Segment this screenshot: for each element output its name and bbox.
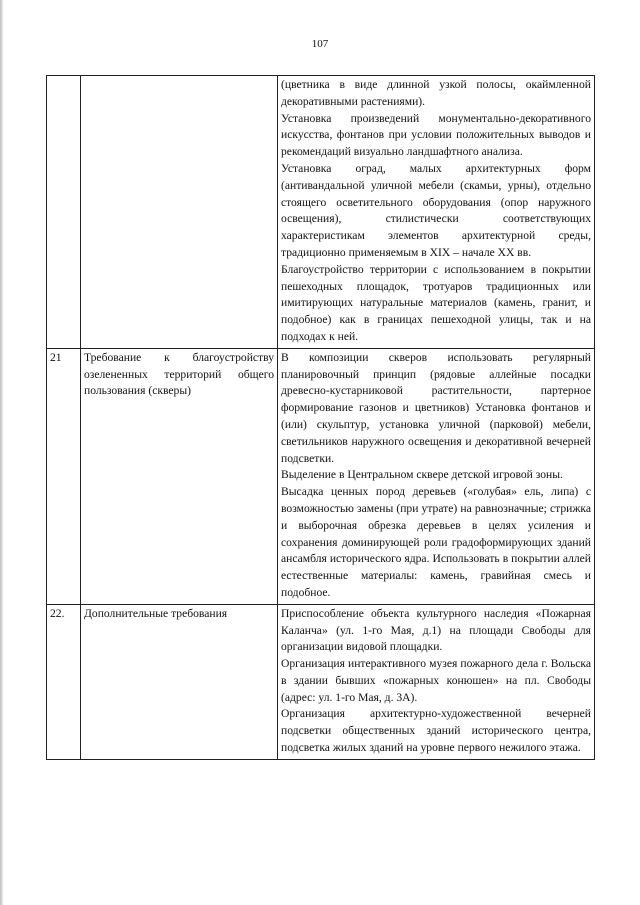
table-row: [47, 604, 595, 759]
table-row: [47, 348, 595, 604]
description-paragraph: Высадка ценных пород деревьев («голубая» ель, липа) с возможностью замены (при утрате) на равнозначные; стрижка и выборочная обрезка деревьев в целях усиления и сохранения доминирующей роли градоформирующих зданий ансамбля исторического ядра. Использовать в покрытии аллей естественные материалы: камень, гравийная смесь и подобное.: [281, 485, 591, 599]
table-row: [47, 76, 595, 349]
description-paragraph: Выделение в Центральном сквере детской игровой зоны.: [281, 468, 563, 482]
description-paragraph: Установка произведений монументально-декоративного искусства, фонтанов при условии положительных выводов и рекомендаций визуально ландшафтного анализа.: [281, 111, 591, 159]
description-paragraph: Приспособление объекта культурного наследия «Пожарная Каланча» (ул. 1-го Мая, д.1) на площади Свободы для организации видовой площадки.: [281, 606, 591, 654]
page-number: 107: [311, 38, 329, 50]
scan-edge: [0, 0, 3, 905]
row-number: 21: [47, 348, 81, 604]
row-title: [81, 76, 278, 349]
description-paragraph: Благоустройство территории с использованием в покрытии пешеходных площадок, тротуаров традиционных или имитирующих натуральные материалов (камень, гранит, и подобное) как в границах пешеходной улицы, так и на подходах к ней.: [281, 262, 591, 343]
row-title: Дополнительные требования: [81, 604, 278, 759]
description-paragraph: Организация интерактивного музея пожарного дела г. Вольска в здании бывших «пожарных конюшен» на пл. Свободы (адрес: ул. 1-го Мая, д. 3А).: [281, 657, 591, 704]
row-description: [278, 604, 595, 759]
row-number: 22.: [47, 604, 81, 759]
row-number: [47, 76, 81, 349]
requirements-table: [46, 75, 595, 760]
row-description: [278, 76, 595, 349]
description-paragraph: Установка оград, малых архитектурных форм (антивандальной уличной мебели (скамьи, урны), отдельно стоящего осветительного оборудования (опор наружного освещения), стилистически соответствующих характеристикам элементов архитектурной среды, традиционно применяемым в XIX – начале XX вв.: [281, 161, 591, 259]
description-paragraph: (цветника в виде длинной узкой полосы, окаймленной декоративными растениями).: [281, 78, 591, 108]
row-title: Требование к благоустройству озелененных территорий общего пользования (скверы): [81, 348, 278, 604]
description-paragraph: Организация архитектурно-художественной вечерней подсветки общественных зданий исторического центра, подсветка жилых зданий на уровне первого нежилого этажа.: [281, 707, 591, 755]
row-description: [278, 348, 595, 604]
description-paragraph: В композиции скверов использовать регулярный планировочный принцип (рядовые аллейные посадки древесно-кустарниковой растительности, партерное формирование газонов и цветников) Установка фонтанов и (или) скульптур, установка уличной (парковой) мебели, светильников наружного освещения и декоративной вечерней подсветки.: [281, 350, 591, 465]
